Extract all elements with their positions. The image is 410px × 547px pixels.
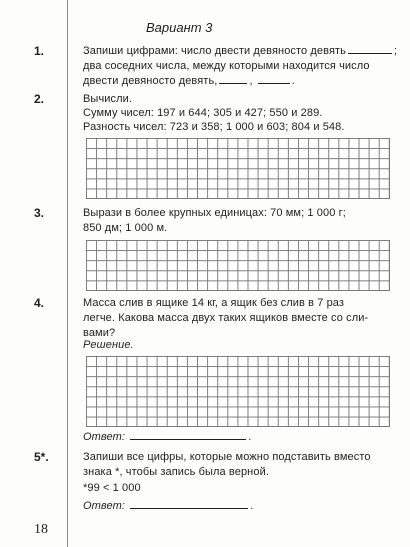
task-1-line-3-text: двести девяносто девять, [83,75,218,87]
task-2-line-3: Разность чисел: 723 и 358; 1 000 и 603; 804 и 548. [83,121,345,133]
task-3-number: 3. [34,206,45,220]
task-2-line-2: Сумму чисел: 197 и 644; 305 и 427; 550 и 289. [83,107,323,119]
answer-label: Ответ: [83,431,126,443]
task-4-answer-row: Ответ: . [83,431,252,443]
solution-label: Решение. [83,339,134,351]
task-3-line-2: 850 дм; 1 000 м. [83,222,168,234]
variant-title: Вариант 3 [146,20,213,35]
task-4-line-2: легче. Какова масса двух таких ящиков вместе со сли- [83,312,369,324]
task-3-line-1: Вырази в более крупных единицах: 70 мм; 1 000 г; [83,207,346,219]
task-4-work-grid[interactable] [86,356,390,427]
task-5-expression: *99 < 1 000 [83,482,141,494]
task-4-line-3: вами? [83,327,116,339]
task-5-line-2: знака *, чтобы запись была верной. [83,466,269,478]
task-2-work-grid[interactable] [86,138,390,199]
page-number: 18 [34,522,48,537]
answer-blank[interactable] [219,83,247,84]
answer-blank[interactable] [258,83,290,84]
task-4-number: 4. [34,296,45,310]
task-1-number: 1. [34,44,45,58]
task-3-work-grid[interactable] [86,240,390,291]
task-5-number: 5*. [34,450,49,464]
task-5-answer-row: Ответ: . [83,500,254,512]
task-5-line-1: Запиши все цифры, которые можно подставить вместо [83,451,371,463]
answer-blank[interactable] [348,53,392,54]
answer-blank[interactable] [130,508,248,509]
answer-blank[interactable] [130,439,246,440]
answer-label: Ответ: [83,500,126,512]
task-4-line-1: Масса слив в ящике 14 кг, а ящик без слив в 7 раз [83,297,345,309]
task-2-number: 2. [34,92,45,106]
task-1-line-1: Запиши цифрами: число двести девяносто девять ; [83,45,398,57]
task-2-line-1: Вычисли. [83,93,133,105]
task-1-line-2: два соседних числа, между которыми находится число [83,60,370,72]
task-1-line-3: двести девяносто девять, , . [83,75,295,87]
task-1-line-1-text: Запиши цифрами: число двести девяносто девять [83,45,346,57]
margin-line [67,0,68,547]
